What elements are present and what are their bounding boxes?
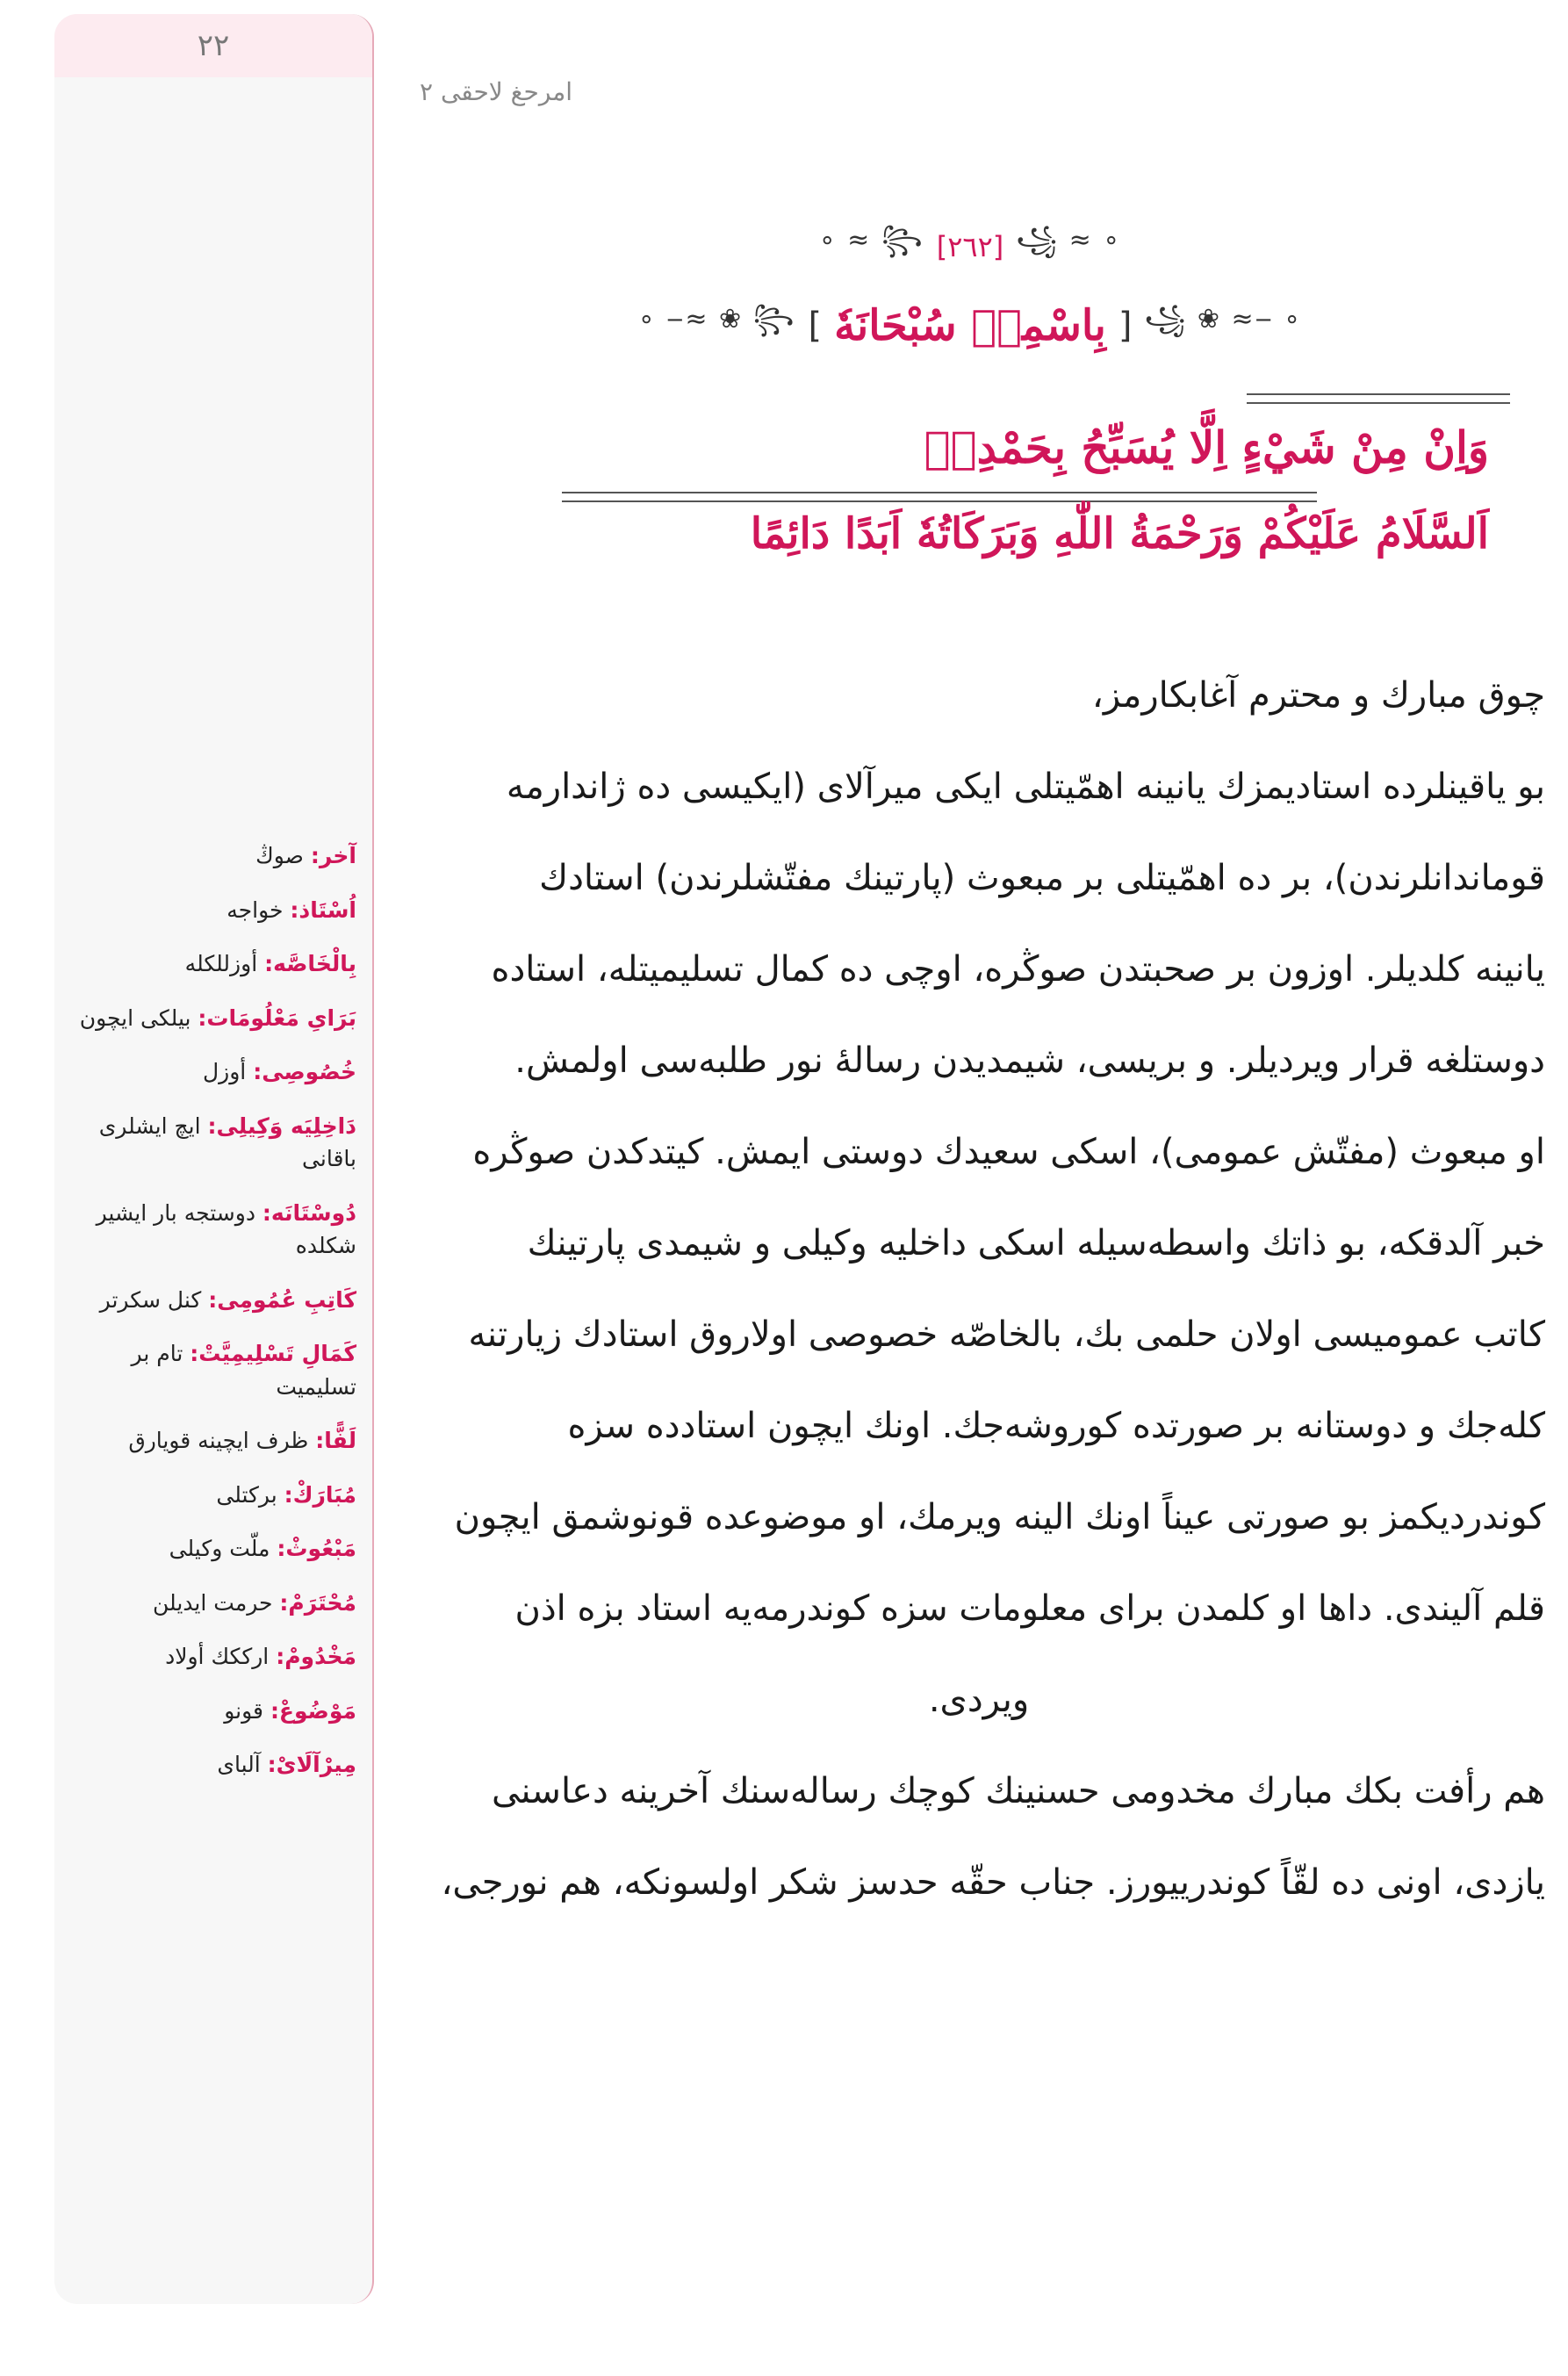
glossary-definition: تام بر تسليميت	[131, 1341, 356, 1400]
ornament-left-icon: ∘ ‒≈ ❀ ꧁	[1144, 304, 1303, 335]
glossary-entry	[74, 1748, 356, 1782]
body-line: بو ياقينلرده استاديمزك يانينه اهمّيتلى ايكى ميرآلاى (ايكيسى ده ژاندارمه	[506, 767, 1545, 807]
glossary-sidebar	[54, 14, 374, 2304]
glossary-entry	[74, 1695, 356, 1728]
glossary-entry	[74, 947, 356, 981]
body-line: قلم آليندى. داها او كلمدن براى معلومات سزه كوندرمه‌يه استاد بزه اذن	[514, 1588, 1545, 1629]
quran-verse-1: وَاِنْ مِنْ شَيْءٍ اِلَّا يُسَبِّحُ بِحَمْدِهٖ	[924, 421, 1489, 473]
glossary-term: مَخْدُومْ:	[276, 1644, 356, 1669]
glossary-definition: آلباى	[217, 1752, 261, 1777]
glossary-entry	[74, 1284, 356, 1317]
bracket-close: ]	[808, 305, 823, 346]
page-number: ٢٢	[197, 28, 230, 63]
glossary-term: بَرَاىِ مَعْلُومَات:	[198, 1004, 356, 1031]
glossary-definition: أوزل	[203, 1059, 247, 1084]
glossary-definition: بركتلى	[216, 1481, 277, 1508]
glossary-list	[74, 839, 356, 1803]
glossary-term: آخر:	[310, 843, 356, 868]
glossary-definition: أوزللكله	[184, 951, 258, 976]
body-line: دوستلغه قرار ويرديلر. و بريسى، شيمديدن رسالهٔ نور طلبه‌سى اولمش.	[514, 1040, 1545, 1081]
glossary-entry	[74, 1479, 356, 1512]
body-line: قوماندانلرندن)، بر ده اهمّيتلى بر مبعوث (پارتينك مفتّشلرندن) استادك	[539, 858, 1545, 898]
glossary-entry	[74, 1197, 356, 1263]
letter-number-header	[413, 220, 1528, 273]
book-title: امرحغ لاحقى ٢	[420, 77, 573, 106]
glossary-definition: دوستجه بار ايشير شكلده	[96, 1199, 356, 1258]
glossary-term: لَفًّا:	[315, 1428, 356, 1453]
body-line: يازدى، اونى ده لقّاً كوندرييورز. جناب حقّه حدسز شكر اولسونكه، هم نورجى،	[441, 1862, 1545, 1903]
glossary-definition: ايچ ايشلرى باقانى	[98, 1112, 356, 1171]
glossary-entry	[74, 1055, 356, 1089]
glossary-term: مَوْضُوعْ:	[270, 1697, 356, 1724]
glossary-term: مَبْعُوثْ:	[277, 1536, 356, 1561]
ornament-left-icon: ∘ ≈ ꧁	[1016, 225, 1122, 256]
body-line: هم رأفت بكك مبارك مخدومى حسنينك كوچك رساله‌سنك آخرينه دعاسنى	[492, 1771, 1545, 1811]
glossary-term: دُوسْتَانَه:	[262, 1199, 356, 1226]
body-line: او مبعوث (مفتّش عمومى)، اسكى سعيدك دوستى ايمش. كيتدكدن صوڭره	[472, 1132, 1545, 1172]
glossary-definition: بيلكى ايچون	[79, 1004, 191, 1031]
glossary-term: دَاخِلِيَه وَكِيلِى:	[207, 1112, 356, 1139]
glossary-definition: خواجه	[227, 896, 284, 923]
body-line: كاتب عموميسى اولان حلمى بك، بالخاصّه خصوصى اولاروق استادك زيارتنه	[468, 1314, 1545, 1355]
body-line: كوندرديكمز بو صورتى عيناً اونك الينه ويرمك، او موضوعده قونوشمق ايچون	[454, 1497, 1545, 1537]
page-number-box	[54, 14, 372, 77]
bracket-open: [	[1118, 305, 1133, 346]
glossary-entry	[74, 1337, 356, 1403]
glossary-term: خُصُوصِى:	[253, 1059, 356, 1084]
glossary-definition: ظرف ايچينه قويارق	[128, 1428, 309, 1453]
ornament-right-icon: ꧂ ≈ ∘	[818, 225, 924, 256]
glossary-entry	[74, 1532, 356, 1566]
glossary-term: مُبَارَكْ:	[284, 1481, 356, 1508]
glossary-entry	[74, 1640, 356, 1674]
body-line: كله‌جك و دوستانه بر صورتده كوروشه‌جك. اونك ايچون استادده سزه	[567, 1406, 1545, 1446]
glossary-entry	[74, 1424, 356, 1458]
glossary-entry	[74, 839, 356, 873]
ornament-right-icon: ꧂ ❀ ≈‒ ∘	[637, 304, 796, 335]
bismihi-heading: بِاسْمِهٖ سُبْحَانَهٗ	[834, 300, 1106, 350]
glossary-term: بِالْخَاصَّه:	[264, 951, 356, 976]
glossary-term: كَمَالِ تَسْلِيمِيَّتْ:	[190, 1341, 356, 1366]
glossary-entry	[74, 1110, 356, 1176]
overline-decoration	[562, 492, 1317, 502]
glossary-entry	[74, 1587, 356, 1620]
glossary-definition: كنل سكرتر	[99, 1286, 202, 1313]
body-line: ويردى.	[928, 1680, 1030, 1720]
bismihi-header	[413, 299, 1528, 352]
glossary-entry	[74, 894, 356, 927]
glossary-term: مُحْتَرَمْ:	[279, 1589, 356, 1616]
body-line: چوق مبارك و محترم آغابكارمز،	[1091, 675, 1545, 716]
glossary-entry	[74, 1002, 356, 1035]
glossary-term: اُسْتَاذ:	[290, 896, 356, 923]
glossary-definition: ارككك أولاد	[165, 1644, 270, 1669]
glossary-definition: حرمت ايديلن	[153, 1589, 273, 1616]
glossary-definition: قونو	[224, 1697, 263, 1724]
body-line: يانينه كلديلر. اوزون بر صحبتدن صوڭره، اوچى ده كمال تسليميتله، استاده	[491, 949, 1545, 990]
letter-body	[413, 650, 1545, 1928]
glossary-definition: صوڭ	[255, 843, 304, 868]
glossary-term: كَاتِبِ عُمُومِى:	[208, 1286, 356, 1313]
quran-verse-2: اَلسَّلَامُ عَلَيْكُمْ وَرَحْمَةُ اللّٰهِ وَبَرَكَاتُهٗ اَبَدًا دَائِمًا	[750, 509, 1489, 558]
overline-decoration	[1247, 393, 1510, 404]
letter-number: [٢٦٢]	[936, 229, 1004, 263]
body-line: خبر آلدقكه، بو ذاتك واسطه‌سيله اسكى داخليه وكيلى و شيمدى پارتينك	[527, 1223, 1545, 1264]
glossary-term: مِيرْآلَاىْ:	[267, 1752, 356, 1777]
glossary-definition: ملّت وكيلى	[169, 1536, 270, 1561]
